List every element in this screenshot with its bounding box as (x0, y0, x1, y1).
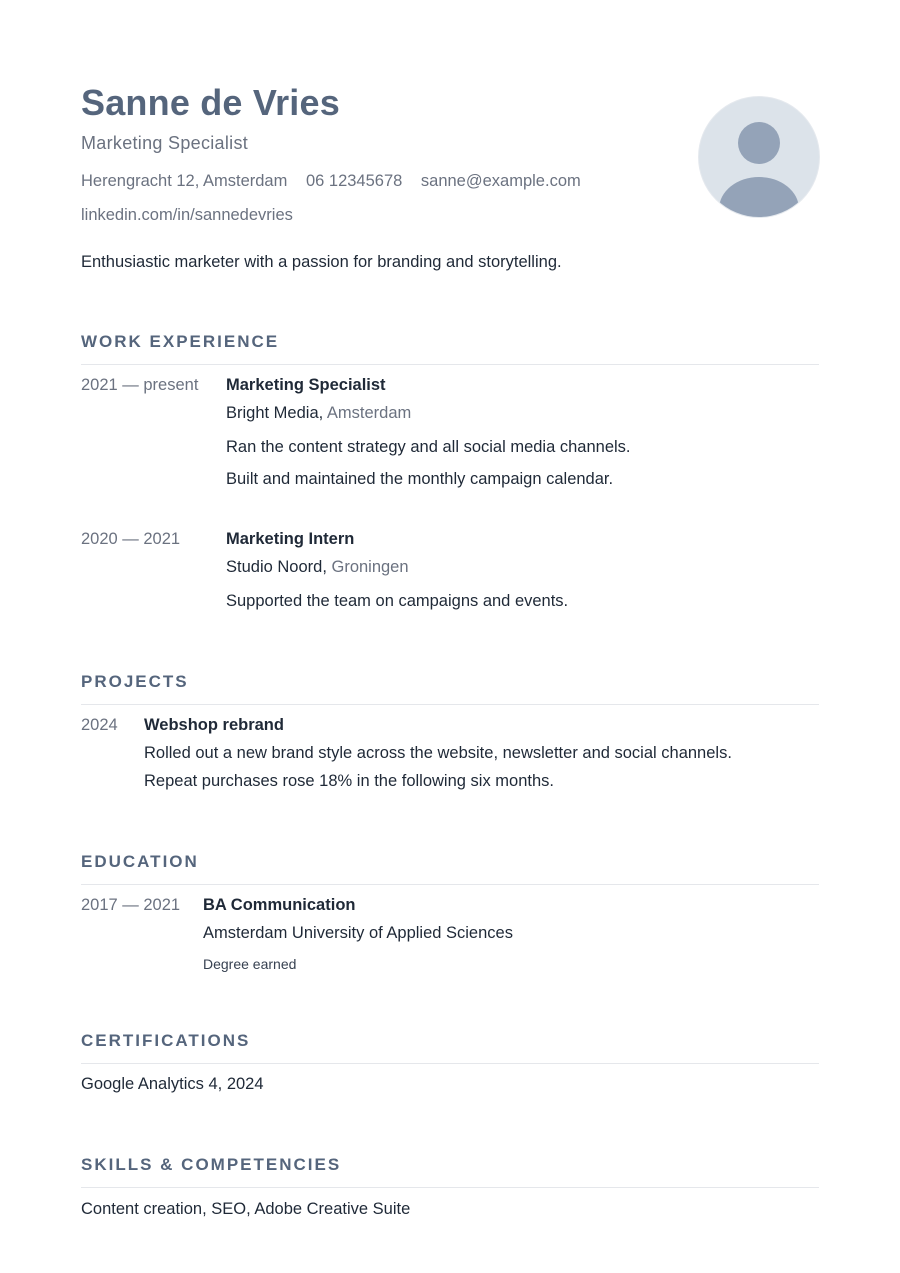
section-divider (81, 1187, 819, 1188)
candidate-name: Sanne de Vries (81, 82, 340, 123)
section-title-certifications: CERTIFICATIONS (81, 1031, 251, 1050)
company-name: Bright Media (226, 404, 319, 422)
job-description-line: Ran the content strategy and all social media channels. (226, 438, 631, 456)
project-description-line: Repeat purchases rose 18% in the following six months. (144, 772, 554, 790)
certification-item: Google Analytics 4, 2024 (81, 1075, 264, 1093)
person-avatar-icon (698, 96, 820, 218)
company-location: Amsterdam (326, 404, 412, 422)
school-name: Amsterdam University of Applied Sciences (203, 924, 513, 942)
address: Herengracht 12, Amsterdam (81, 172, 288, 190)
avatar-silhouette (699, 97, 819, 217)
job-dates: 2020 — 2021 (81, 530, 181, 548)
job-dates: 2021 — present (81, 376, 199, 394)
email-link[interactable]: sanne@example.com (420, 172, 581, 190)
contact-line (81, 172, 595, 191)
job-title: Marketing Intern (226, 530, 355, 548)
education-dates: 2017 — 2021 (81, 896, 181, 914)
project-year: 2024 (81, 716, 118, 734)
section-title-education: EDUCATION (81, 852, 199, 871)
section-title-projects: PROJECTS (81, 672, 189, 691)
job-employer: Studio Noord, Groningen (226, 558, 409, 576)
section-title-skills: SKILLS & COMPETENCIES (81, 1155, 342, 1174)
job-title: Marketing Specialist (226, 376, 386, 394)
candidate-role: Marketing Specialist (81, 133, 249, 153)
section-divider (81, 704, 819, 705)
company-name: Studio Noord (226, 558, 323, 576)
degree-name: BA Communication (203, 896, 356, 914)
profile-summary: Enthusiastic marketer with a passion for branding and storytelling. (81, 253, 562, 271)
degree-status: Degree earned (203, 956, 297, 972)
linkedin-link[interactable]: linkedin.com/in/sannedevries (81, 206, 293, 224)
job-description-line: Built and maintained the monthly campaign calendar. (226, 470, 614, 488)
section-divider (81, 1063, 819, 1064)
project-description-line: Rolled out a new brand style across the website, newsletter and social channels. (144, 744, 732, 762)
project-name: Webshop rebrand (144, 716, 284, 734)
company-location: Groningen (331, 558, 409, 576)
job-employer: Bright Media, Amsterdam (226, 404, 412, 422)
section-divider (81, 364, 819, 365)
phone: 06 12345678 (305, 172, 403, 190)
job-description-line: Supported the team on campaigns and events. (226, 592, 569, 610)
section-divider (81, 884, 819, 885)
section-title-work: WORK EXPERIENCE (81, 332, 280, 351)
skills-list: Content creation, SEO, Adobe Creative Suite (81, 1200, 411, 1218)
